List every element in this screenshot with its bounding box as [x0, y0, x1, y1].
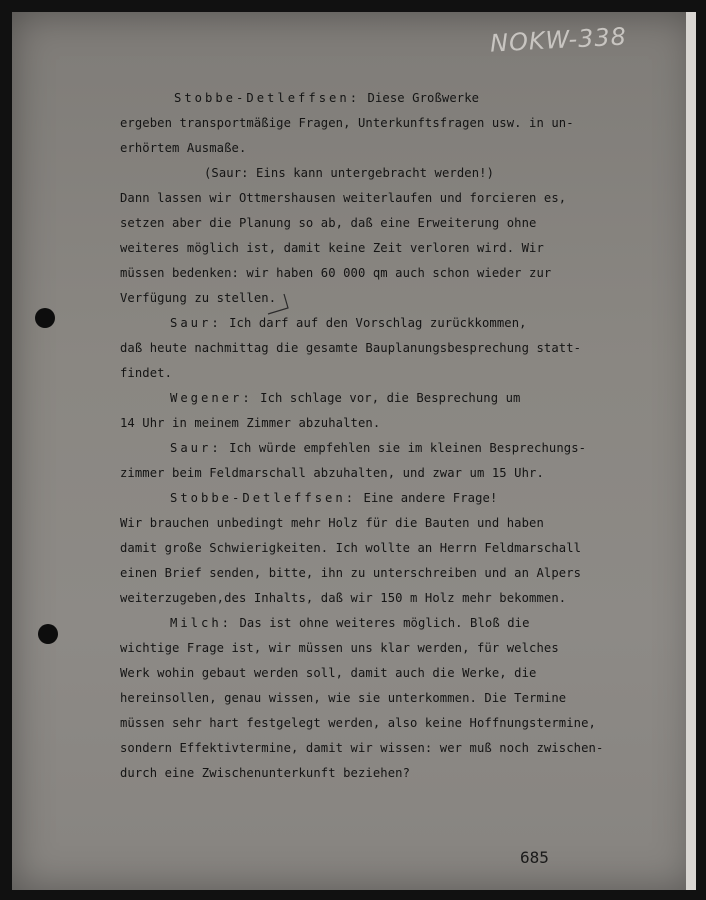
line-text: durch eine Zwischenunterkunft beziehen?: [120, 766, 411, 780]
speaker-name: Wegener:: [170, 391, 253, 405]
line-text: daß heute nachmittag die gesamte Bauplanungsbesprechung statt-: [120, 341, 582, 355]
document-line: [120, 211, 620, 236]
document-line: [120, 411, 620, 436]
line-text: wichtige Frage ist, wir müssen uns klar werden, für welches: [120, 641, 559, 655]
speaker-name: Stobbe-Detleffsen:: [174, 91, 361, 105]
line-text: 14 Uhr in meinem Zimmer abzuhalten.: [120, 416, 381, 430]
line-text: Dann lassen wir Ottmershausen weiterlaufen und forcieren es,: [120, 191, 567, 205]
speaker-name: Saur:: [170, 316, 222, 330]
punch-hole-top: [35, 308, 55, 328]
document-line: [120, 286, 620, 311]
document-line: [120, 636, 620, 661]
document-line: [120, 736, 620, 761]
line-text: zimmer beim Feldmarschall abzuhalten, und zwar um 15 Uhr.: [120, 466, 544, 480]
line-text: sondern Effektivtermine, damit wir wissen: wer muß noch zwischen-: [120, 741, 604, 755]
document-line: [120, 186, 620, 211]
line-text: setzen aber die Planung so ab, daß eine Erweiterung ohne: [120, 216, 537, 230]
document-line: [120, 136, 620, 161]
line-text: Werk wohin gebaut werden soll, damit auch die Werke, die: [120, 666, 537, 680]
document-line: [120, 111, 620, 136]
document-line: [120, 336, 620, 361]
document-line: [120, 436, 620, 461]
line-text: ergeben transportmäßige Fragen, Unterkunftsfragen usw. in un-: [120, 116, 574, 130]
document-line: [120, 586, 620, 611]
speaker-name: Stobbe-Detleffsen:: [170, 491, 357, 505]
line-text: hereinsollen, genau wissen, wie sie unterkommen. Die Termine: [120, 691, 567, 705]
line-text: Verfügung zu stellen.: [120, 291, 277, 305]
document-line: [120, 761, 620, 786]
document-line: [120, 686, 620, 711]
document-line: [120, 486, 620, 511]
document-line: [120, 86, 620, 111]
archive-reference: NOKW-338: [489, 22, 628, 58]
punch-hole-bottom: [38, 624, 58, 644]
line-text: Ich darf auf den Vorschlag zurückkommen,: [221, 316, 527, 330]
document-line: [120, 386, 620, 411]
document-line: [120, 461, 620, 486]
line-text: findet.: [120, 366, 173, 380]
document-line: [120, 161, 620, 186]
document-line: [120, 611, 620, 636]
line-text: weiteres möglich ist, damit keine Zeit verloren wird. Wir: [120, 241, 544, 255]
line-text: erhörtem Ausmaße.: [120, 141, 247, 155]
document-line: [120, 261, 620, 286]
line-text: müssen sehr hart festgelegt werden, also keine Hoffnungstermine,: [120, 716, 596, 730]
speaker-name: Saur:: [170, 441, 222, 455]
line-text: müssen bedenken: wir haben 60 000 qm auch schon wieder zur: [120, 266, 552, 280]
page-number: 685: [520, 848, 549, 867]
line-text: weiterzugeben,des Inhalts, daß wir 150 m Holz mehr bekommen.: [120, 591, 567, 605]
speaker-name: Milch:: [170, 616, 233, 630]
line-text: Wir brauchen unbedingt mehr Holz für die Bauten und haben: [120, 516, 544, 530]
document-line: [120, 711, 620, 736]
document-line: [120, 661, 620, 686]
document-line: [120, 236, 620, 261]
line-text: Ich schlage vor, die Besprechung um: [252, 391, 521, 405]
document-line: [120, 536, 620, 561]
document-line: [120, 311, 620, 336]
document-line: [120, 361, 620, 386]
line-text: Diese Großwerke: [360, 91, 480, 105]
transcript-body: [120, 86, 620, 786]
document-line: [120, 511, 620, 536]
line-text: Das ist ohne weiteres möglich. Bloß die: [232, 616, 530, 630]
line-text: (Saur: Eins kann untergebracht werden!): [204, 166, 495, 180]
line-text: einen Brief senden, bitte, ihn zu unterschreiben und an Alpers: [120, 566, 582, 580]
line-text: Eine andere Frage!: [356, 491, 498, 505]
line-text: damit große Schwierigkeiten. Ich wollte an Herrn Feldmarschall: [120, 541, 582, 555]
document-line: [120, 561, 620, 586]
line-text: Ich würde empfehlen sie im kleinen Besprechungs-: [221, 441, 587, 455]
page-edge: [686, 12, 696, 890]
